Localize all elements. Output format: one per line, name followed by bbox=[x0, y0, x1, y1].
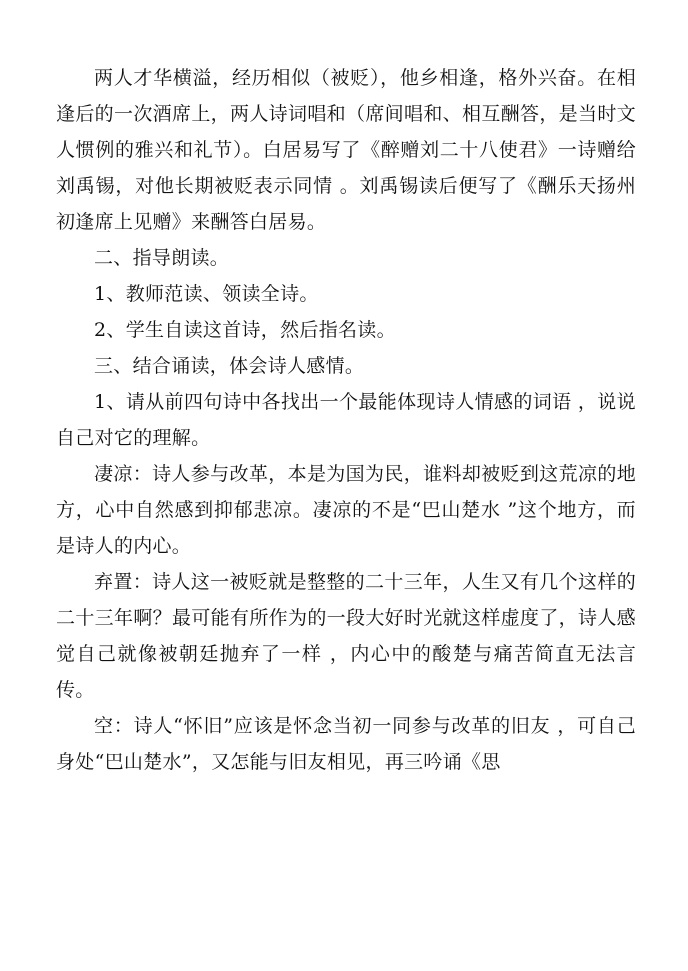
paragraph-kong: 空：诗人“怀旧”应该是怀念当初一同参与改革的旧友 ，可自己身处“巴山楚水”，又怎能与旧友相见，再三吟诵《思 bbox=[56, 715, 636, 773]
list-item-question: 1、请从前四句诗中各找出一个最能体现诗人情感的词语 ，说说自己对它的理解。 bbox=[56, 391, 636, 449]
document-body bbox=[56, 60, 636, 780]
list-item-teacher-reading: 1、教师范读、领读全诗。 bbox=[94, 283, 319, 305]
list-item-student-reading: 2、学生自读这首诗，然后指名读。 bbox=[94, 319, 396, 341]
paragraph-intro: 两人才华横溢，经历相似（被贬），他乡相逢，格外兴奋。在相逢后的一次酒席上，两人诗词唱和（席间唱和、相互酬答，是当时文人惯例的雅兴和礼节）。白居易写了《醉赠刘二十八使君》一诗赠给刘禹锡，对他长期被贬表示同情 。刘禹锡读后便写了《酬乐天扬州初逢席上见赠》来酬答白居易。 bbox=[56, 67, 636, 233]
paragraph-qizhi: 弃置：诗人这一被贬就是整整的二十三年，人生又有几个这样的二十三年啊？最可能有所作为的一段大好时光就这样虚度了，诗人感觉自己就像被朝廷抛弃了一样 ，内心中的酸楚与痛苦简直无法言传。 bbox=[56, 571, 636, 701]
section-heading-feelings: 三、结合诵读，体会诗人感情。 bbox=[94, 355, 365, 377]
paragraph-qiliang: 凄凉：诗人参与改革，本是为国为民，谁料却被贬到这荒凉的地方，心中自然感到抑郁悲凉。凄凉的不是“巴山楚水 ”这个地方，而是诗人的内心。 bbox=[56, 463, 636, 557]
section-heading-guided-reading: 二、指导朗读。 bbox=[94, 247, 230, 269]
